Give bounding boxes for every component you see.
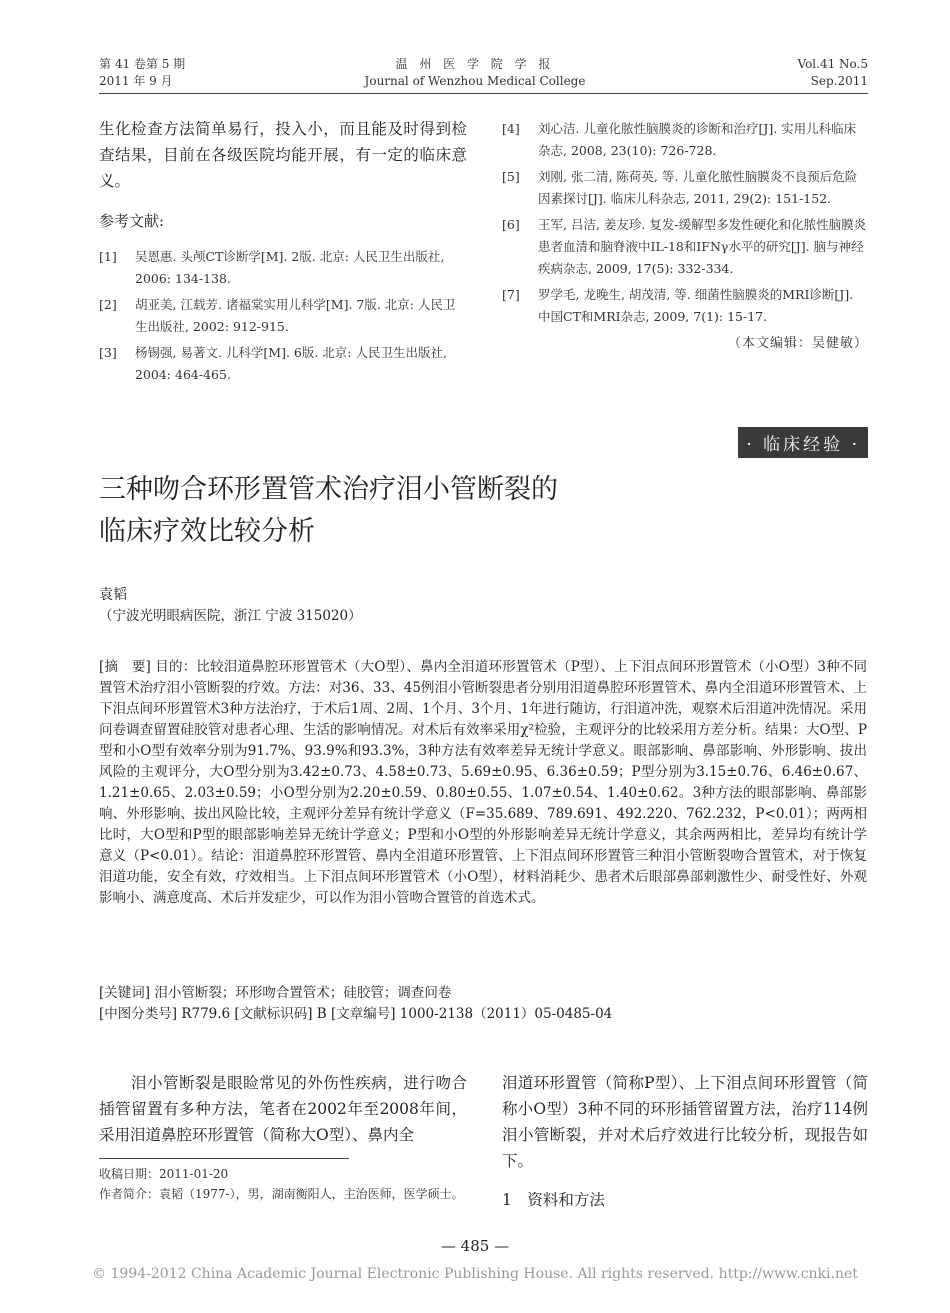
prev-article-text: 生化检查方法简单易行，投入小，而且能及时得到检查结果，目前在各级医院均能开展，有一定的临床意义。 <box>99 120 467 190</box>
reference-item: [2] 胡亚美, 江载芳. 诸福棠实用儿科学[M]. 7版. 北京: 人民卫生出版社, 2002: 912-915. <box>99 297 456 334</box>
reference-item: [5] 刘刚, 张二清, 陈荷英, 等. 儿童化脓性脑膜炎不良预后危险因素探讨[J]. 临床儿科杂志, 2011, 29(2): 151-152. <box>502 169 858 206</box>
reference-item: [6] 王军, 吕洁, 姜友珍. 复发-缓解型多发性硬化和化脓性脑膜炎患者血清和脑脊液中IL-18和IFNγ水平的研究[J]. 脑与神经疾病杂志, 2009, 17(5): 332-334. <box>502 217 867 276</box>
section-heading: 1 资料和方法 <box>502 1191 605 1209</box>
page-number: — 485 — <box>440 1237 510 1255</box>
copyright-footer: © 1994-2012 China Academic Journal Electronic Publishing House. All rights reserved. http://www.cnki.net <box>92 1266 858 1282</box>
abstract: [摘 要] 目的：比较泪道鼻腔环形置管术（大O型）、鼻内全泪道环形置管术（P型）、上下泪点间环形置管术（小O型）3种不同置管术治疗泪小管断裂的疗效。方法：对36、33、45例泪小管断裂患者分别用泪道鼻腔环形置管术、鼻内全泪道环形置管术、上下泪点间环形置管术3种方法治疗，于术后1周、2周、1个月、3个月、1年进行随访，行泪道冲洗，观察术后泪道冲洗情况。采用问卷调查留置硅胶管对患者心理、生活的影响情况。对术后有效率采用χ²检验，主观评分的比较采用方差分析。结果：大O型、P型和小O型有效率分别为91.7%、93.9%和93.3%，3种方法有效率差异无统计学意义。眼部影响、鼻部影响、外形影响、拔出风险的主观评分，大O型分别为3.42±0.73、4.58±0.73、5.69±0.95、6.36±0.59；P型分别为3.15±0.76、6.46±0.67、1.21±0.65、2.03±0.59；小O型分别为2.20±0.59、0.80±0.55、1.07±0.54、1.40±0.62。3种方法的眼部影响、鼻部影响、外形影响、拔出风险比较，主观评分差异有统计学意义（F=35.689、789.691、492.220、762.232，P<0.01）；两两相比时，大O型和P型的眼部影响差异无统计学意义；P型和小O型的外形影响差异无统计学意义，其余两两相比，差异均有统计学意义（P<0.01）。结论：泪道鼻腔环形置管、鼻内全泪道环形置管、上下泪点间环形置管三种泪小管断裂吻合置管术，对于恢复泪道功能，安全有效，疗效相当。上下泪点间环形置管术（小O型），材料消耗少、患者术后眼部鼻部刺激性少、耐受性好、外观影响小、满意度高、术后并发症少，可以作为泪小管吻合置管的首选术式。 <box>99 659 867 906</box>
intro-right: 泪道环形置管（简称P型）、上下泪点间环形置管（简称小O型）3种不同的环形插管留置方法，治疗114例泪小管断裂，并对术后疗效进行比较分析，现报告如下。 <box>502 1074 868 1170</box>
classification: [中图分类号] R779.6 [文献标识码] B [文章编号] 1000-2138（2011）05-0485-04 <box>99 1006 613 1022</box>
header-rule <box>99 93 868 94</box>
vol-issue-en: Vol.41 No.5 <box>797 57 868 71</box>
date-en: Sep.2011 <box>810 74 868 88</box>
reference-item: [1] 吴恩惠. 头颅CT诊断学[M]. 2版. 北京: 人民卫生出版社, 2006: 134-138. <box>99 249 445 286</box>
section-badge: · 临床经验 · <box>738 427 868 458</box>
reference-item: [7] 罗学毛, 龙晚生, 胡茂清, 等. 细菌性脑膜炎的MRI诊断[J]. 中国CT和MRI杂志, 2009, 7(1): 15-17. <box>502 287 854 324</box>
author-info: 作者简介：袁韬（1977-），男，湖南衡阳人，主治医师，医学硕士。 <box>99 1187 464 1201</box>
refs-right <box>502 118 868 332</box>
title-line-1: 三种吻合环形置管术治疗泪小管断裂的 <box>99 474 558 505</box>
editor-note: （本文编辑：吴健敏） <box>727 336 868 351</box>
footnote <box>99 1164 467 1204</box>
refs-heading: 参考文献: <box>99 212 165 230</box>
date-cn: 2011 年 9 月 <box>99 74 173 88</box>
keywords: [关键词] 泪小管断裂；环形吻合置管术；硅胶管；调查问卷 <box>99 985 452 1001</box>
footnote-rule <box>99 1158 349 1159</box>
vol-issue-cn: 第 41 卷第 5 期 <box>99 57 186 71</box>
intro-left: 泪小管断裂是眼睑常见的外伤性疾病，进行吻合插管留置有多种方法，笔者在2002年至2008年间，采用泪道鼻腔环形置管（简称大O型）、鼻内全 <box>99 1074 467 1144</box>
article-title <box>99 469 558 553</box>
received-date: 收稿日期：2011-01-20 <box>99 1167 229 1181</box>
refs-left <box>99 246 467 390</box>
reference-item: [4] 刘心洁. 儿童化脓性脑膜炎的诊断和治疗[J]. 实用儿科临床杂志, 2008, 23(10): 726-728. <box>502 121 857 158</box>
journal-cn: 温 州 医 学 院 学 报 <box>395 57 555 71</box>
journal-en: Journal of Wenzhou Medical College <box>364 74 586 88</box>
title-line-2: 临床疗效比较分析 <box>99 516 315 547</box>
affiliation: （宁波光明眼病医院，浙江 宁波 315020） <box>99 608 362 624</box>
header-right <box>798 56 869 90</box>
reference-item: [3] 杨锡强, 易著文. 儿科学[M]. 6版. 北京: 人民卫生出版社, 2004: 464-465. <box>99 345 447 382</box>
author: 袁韬 <box>99 587 127 603</box>
